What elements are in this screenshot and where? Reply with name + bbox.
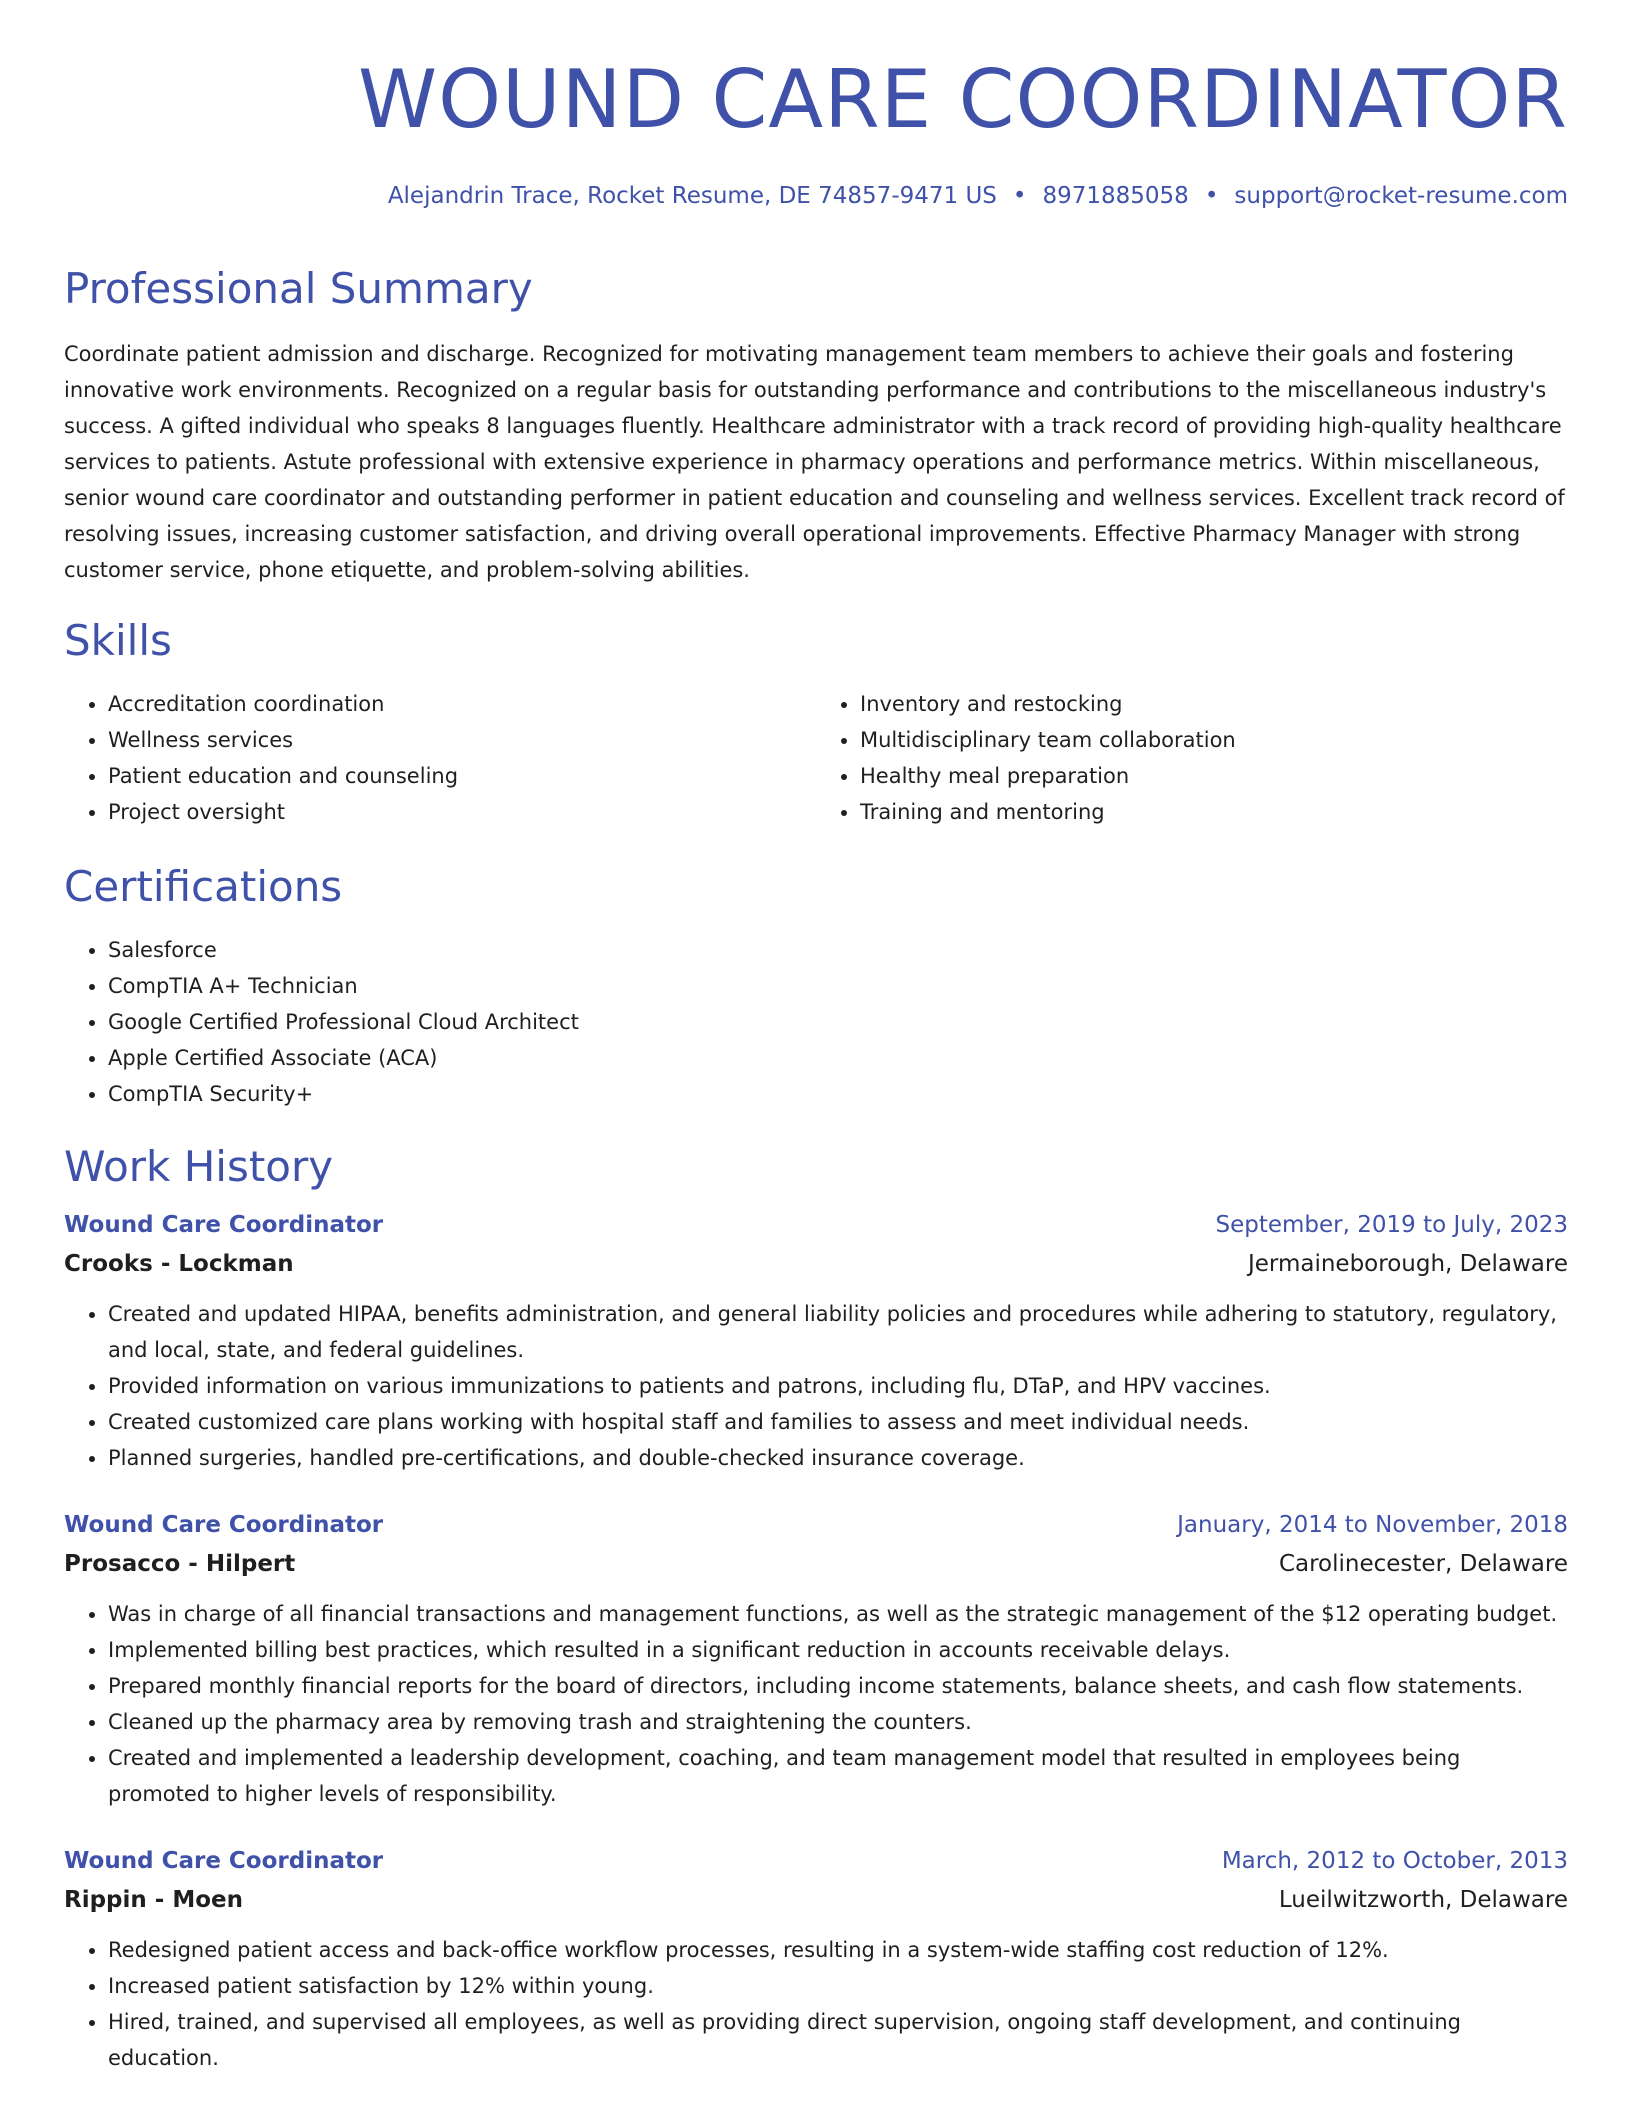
certifications-heading: Certifications — [64, 862, 343, 911]
skill-item: • Accreditation coordination — [108, 686, 816, 722]
job-bullets — [64, 1296, 1568, 1476]
job-entry — [64, 1842, 1568, 2076]
contact-phone: 8971885058 — [1042, 183, 1189, 209]
job-bullet: • Implemented billing best practices, which resulted in a significant reduction in accounts receivable delays. — [108, 1632, 1568, 1668]
job-dates: March, 2012 to October, 2013 — [1221, 1848, 1568, 1874]
skills-columns — [64, 686, 1568, 830]
skill-item: • Wellness services — [108, 722, 816, 758]
contact-email: support@rocket-resume.com — [1234, 183, 1568, 209]
certification-item: • Google Certified Professional Cloud Architect — [108, 1004, 1568, 1040]
certifications-list — [64, 932, 1568, 1112]
contact-line — [388, 180, 1568, 212]
skill-item: • Healthy meal preparation — [860, 758, 1568, 794]
job-header — [64, 1842, 1568, 1880]
job-bullet: • Hired, trained, and supervised all employees, as well as providing direct supervision, ongoing staff development, and continuing education. — [108, 2004, 1568, 2076]
skills-list-left — [64, 686, 816, 830]
job-bullet: • Planned surgeries, handled pre-certifications, and double-checked insurance coverage. — [108, 1440, 1568, 1476]
certification-item: • Salesforce — [108, 932, 1568, 968]
job-bullet: • Increased patient satisfaction by 12% within young. — [108, 1968, 1568, 2004]
job-entry — [64, 1506, 1568, 1812]
summary-section — [64, 262, 1568, 588]
certification-item: • CompTIA A+ Technician — [108, 968, 1568, 1004]
job-dates: January, 2014 to November, 2018 — [1177, 1512, 1568, 1538]
contact-address: Alejandrin Trace, Rocket Resume, DE 74857-9471 US — [387, 183, 997, 209]
certifications-section — [64, 860, 1568, 1112]
job-bullet: • Cleaned up the pharmacy area by removing trash and straightening the counters. — [108, 1704, 1568, 1740]
skill-item: • Project oversight — [108, 794, 816, 830]
skill-item: • Inventory and restocking — [860, 686, 1568, 722]
job-company: Prosacco - Hilpert — [64, 1551, 296, 1577]
job-title: Wound Care Coordinator — [64, 1848, 384, 1874]
job-location: Jermaineborough, Delaware — [1247, 1251, 1568, 1277]
resume-title: WOUND CARE COORDINATOR — [357, 53, 1568, 146]
job-bullet: • Provided information on various immunizations to patients and patrons, including flu, DTaP, and HPV vaccines. — [108, 1368, 1568, 1404]
skills-list-right — [816, 686, 1568, 830]
summary-text: Coordinate patient admission and discharge. Recognized for motivating management team members to achieve their goals and fostering innovative work environments. Recognized on a regular basis for outstanding performance and contributions to the miscellaneous industry's success. A gifted individual who speaks 8 languages fluently. Healthcare administrator with a track record of providing high-quality healthcare services to patients. Astute professional with extensive experience in pharmacy operations and performance metrics. Within miscellaneous, senior wound care coordinator and outstanding performer in patient education and counseling and wellness services. Excellent track record of resolving issues, increasing customer satisfaction, and driving overall operational improvements. Effective Pharmacy Manager with strong customer service, phone etiquette, and problem-solving abilities. — [64, 342, 1565, 582]
certification-item: • Apple Certified Associate (ACA) — [108, 1040, 1568, 1076]
job-bullets — [64, 1596, 1568, 1812]
job-bullet: • Was in charge of all financial transactions and management functions, as well as the strategic management of the $12 operating budget. — [108, 1596, 1568, 1632]
job-location: Lueilwitzworth, Delaware — [1278, 1887, 1568, 1913]
job-title: Wound Care Coordinator — [64, 1512, 384, 1538]
job-subheader — [64, 1880, 1568, 1920]
contact-separator: • — [1012, 183, 1027, 209]
job-bullets — [64, 1932, 1568, 2076]
job-subheader — [64, 1244, 1568, 1284]
job-dates: September, 2019 to July, 2023 — [1215, 1212, 1568, 1238]
certification-item: • CompTIA Security+ — [108, 1076, 1568, 1112]
job-company: Crooks - Lockman — [64, 1251, 294, 1277]
work-heading: Work History — [64, 1142, 334, 1191]
skills-section — [64, 614, 1568, 830]
work-section — [64, 1140, 1568, 2076]
job-bullet: • Created and implemented a leadership development, coaching, and team management model that resulted in employees being promoted to higher levels of responsibility. — [108, 1740, 1568, 1812]
skill-item: • Training and mentoring — [860, 794, 1568, 830]
job-bullet: • Redesigned patient access and back-office workflow processes, resulting in a system-wide staffing cost reduction of 12%. — [108, 1932, 1568, 1968]
job-company: Rippin - Moen — [64, 1887, 244, 1913]
contact-separator: • — [1204, 183, 1219, 209]
job-entry — [64, 1206, 1568, 1476]
job-bullet: • Created and updated HIPAA, benefits administration, and general liability policies and procedures while adhering to statutory, regulatory, and local, state, and federal guidelines. — [108, 1296, 1568, 1368]
job-title: Wound Care Coordinator — [64, 1212, 384, 1238]
job-bullet: • Created customized care plans working with hospital staff and families to assess and meet individual needs. — [108, 1404, 1568, 1440]
job-header — [64, 1506, 1568, 1544]
skill-item: • Multidisciplinary team collaboration — [860, 722, 1568, 758]
job-subheader — [64, 1544, 1568, 1584]
job-header — [64, 1206, 1568, 1244]
job-bullet: • Prepared monthly financial reports for the board of directors, including income statements, balance sheets, and cash flow statements. — [108, 1668, 1568, 1704]
job-location: Carolinecester, Delaware — [1278, 1551, 1568, 1577]
skills-heading: Skills — [64, 616, 172, 665]
summary-heading: Professional Summary — [64, 264, 533, 313]
skill-item: • Patient education and counseling — [108, 758, 816, 794]
